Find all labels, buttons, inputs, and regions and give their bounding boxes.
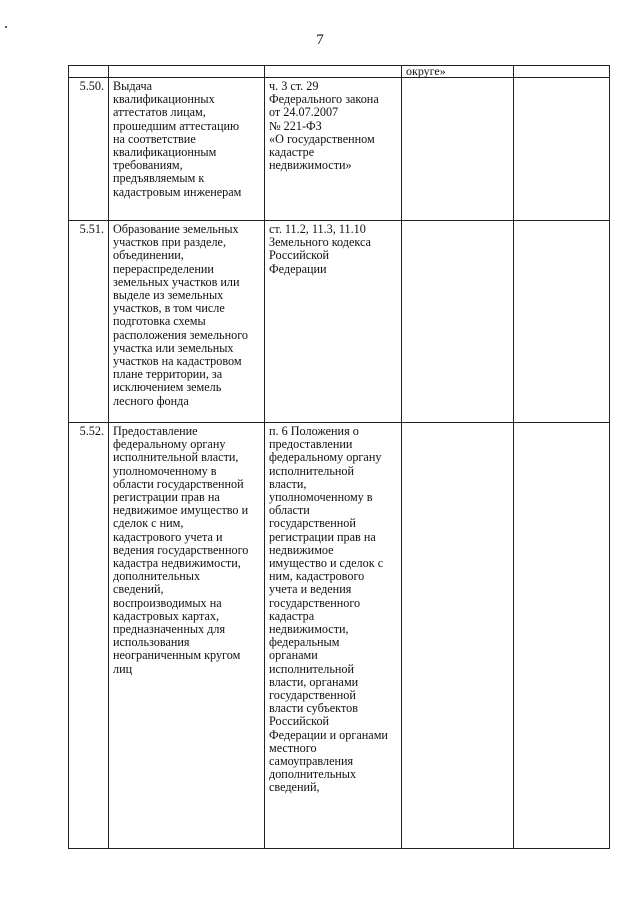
service-line: квалификационным bbox=[113, 145, 217, 160]
service-line: сведений, bbox=[113, 582, 164, 597]
service-line: на соответствие bbox=[113, 131, 196, 146]
service-line: Выдача bbox=[113, 79, 152, 93]
basis-line: кадастра bbox=[269, 608, 315, 623]
authority-cell bbox=[402, 423, 514, 849]
service-line: выделе из земельных bbox=[113, 288, 224, 303]
service-line: лиц bbox=[113, 661, 133, 676]
basis-line: ч. 3 ст. 29 bbox=[269, 79, 319, 93]
basis-line: п. 6 Положения о bbox=[269, 424, 359, 438]
basis-line: государственной bbox=[269, 516, 356, 531]
service-line: Образование земельных bbox=[113, 222, 239, 236]
basis-line: власти, органами bbox=[269, 674, 359, 689]
service-line: предъявляемым к bbox=[113, 171, 205, 186]
basis-line: исполнительной bbox=[269, 661, 355, 676]
service-line: исключением земель bbox=[113, 380, 222, 395]
cell-note bbox=[514, 66, 610, 78]
row-number: 5.50. bbox=[69, 78, 109, 221]
basis-cell bbox=[265, 423, 402, 849]
basis-cell bbox=[265, 78, 402, 221]
service-line: участков при разделе, bbox=[113, 235, 226, 250]
basis-line: недвижимости» bbox=[269, 158, 352, 173]
basis-line: ним, кадастрового bbox=[269, 569, 365, 584]
basis-line: регистрации прав на bbox=[269, 529, 376, 544]
service-line: участков, в том числе bbox=[113, 301, 225, 316]
service-line: неограниченным кругом bbox=[113, 648, 241, 663]
table-row bbox=[69, 423, 610, 849]
basis-line: уполномоченному в bbox=[269, 490, 373, 505]
service-cell bbox=[109, 78, 265, 221]
service-line: прошедшим аттестацию bbox=[113, 118, 240, 133]
basis-line: учета и ведения bbox=[269, 582, 352, 597]
basis-line: Российской bbox=[269, 714, 330, 729]
basis-line: Федерального закона bbox=[269, 92, 379, 107]
basis-line: дополнительных bbox=[269, 767, 357, 782]
basis-cell bbox=[265, 221, 402, 423]
cell-number bbox=[69, 66, 109, 78]
service-line: кадастрового учета и bbox=[113, 529, 223, 544]
basis-line: местного bbox=[269, 740, 317, 755]
service-line: дополнительных bbox=[113, 569, 201, 584]
basis-line: «О государственном bbox=[269, 131, 375, 146]
row-number: 5.51. bbox=[69, 221, 109, 423]
service-line: регистрации прав на bbox=[113, 490, 220, 505]
cell-basis bbox=[265, 66, 402, 78]
basis-line: федеральному органу bbox=[269, 450, 382, 465]
service-line: недвижимое имущество и bbox=[113, 503, 249, 518]
basis-line: Федерации bbox=[269, 261, 327, 276]
authority-cell bbox=[402, 221, 514, 423]
basis-line: недвижимости, bbox=[269, 622, 349, 637]
table-row-continued bbox=[69, 66, 610, 78]
service-line: расположения земельного bbox=[113, 327, 248, 342]
basis-line: органами bbox=[269, 648, 318, 663]
service-cell bbox=[109, 423, 265, 849]
service-line: исполнительной власти, bbox=[113, 450, 239, 465]
service-line: объединении, bbox=[113, 248, 184, 263]
service-line: сделок с ним, bbox=[113, 516, 184, 531]
service-line: использования bbox=[113, 635, 190, 650]
basis-line: сведений, bbox=[269, 780, 320, 795]
page-number: 7 bbox=[316, 32, 324, 48]
service-line: области государственной bbox=[113, 476, 244, 491]
row-number: 5.52. bbox=[69, 423, 109, 849]
service-line: аттестатов лицам, bbox=[113, 105, 206, 120]
service-line: предназначенных для bbox=[113, 622, 226, 637]
basis-line: самоуправления bbox=[269, 754, 354, 769]
services-table bbox=[68, 65, 610, 849]
basis-line: федеральным bbox=[269, 635, 340, 650]
table-row bbox=[69, 221, 610, 423]
service-line: квалификационных bbox=[113, 92, 215, 107]
note-cell bbox=[514, 78, 610, 221]
basis-line: предоставлении bbox=[269, 437, 353, 452]
cell-authority: округе» bbox=[402, 66, 514, 78]
service-line: участка или земельных bbox=[113, 340, 234, 355]
basis-line: кадастре bbox=[269, 145, 315, 160]
service-line: участков на кадастровом bbox=[113, 354, 242, 369]
service-line: ведения государственного bbox=[113, 542, 249, 557]
basis-line: власти, bbox=[269, 476, 307, 491]
service-line: федеральному органу bbox=[113, 437, 226, 452]
service-line: требованиям, bbox=[113, 158, 183, 173]
service-line: подготовка схемы bbox=[113, 314, 206, 329]
basis-line: имущество и сделок с bbox=[269, 556, 384, 571]
basis-line: ст. 11.2, 11.3, 11.10 bbox=[269, 222, 366, 236]
service-line: перераспределении bbox=[113, 261, 214, 276]
basis-line: области bbox=[269, 503, 310, 518]
service-line: кадастровых картах, bbox=[113, 608, 220, 623]
service-line: кадастра недвижимости, bbox=[113, 556, 241, 571]
basis-line: Земельного кодекса bbox=[269, 235, 371, 250]
basis-line: власти субъектов bbox=[269, 701, 358, 716]
note-cell bbox=[514, 221, 610, 423]
service-line: Предоставление bbox=[113, 424, 198, 438]
basis-line: Российской bbox=[269, 248, 330, 263]
service-line: уполномоченному в bbox=[113, 463, 217, 478]
cell-service bbox=[109, 66, 265, 78]
note-cell bbox=[514, 423, 610, 849]
service-cell bbox=[109, 221, 265, 423]
basis-line: исполнительной bbox=[269, 463, 355, 478]
scan-artifact-dot bbox=[5, 26, 7, 28]
basis-line: государственного bbox=[269, 595, 361, 610]
authority-cell bbox=[402, 78, 514, 221]
service-line: плане территории, за bbox=[113, 367, 223, 382]
table-row bbox=[69, 78, 610, 221]
service-line: кадастровым инженерам bbox=[113, 184, 242, 199]
service-line: воспроизводимых на bbox=[113, 595, 222, 610]
basis-line: государственной bbox=[269, 688, 356, 703]
service-line: земельных участков или bbox=[113, 274, 240, 289]
basis-line: от 24.07.2007 bbox=[269, 105, 339, 120]
service-line: лесного фонда bbox=[113, 393, 189, 408]
basis-line: недвижимое bbox=[269, 542, 334, 557]
basis-line: Федерации и органами bbox=[269, 727, 388, 742]
basis-line: № 221-ФЗ bbox=[269, 118, 322, 133]
